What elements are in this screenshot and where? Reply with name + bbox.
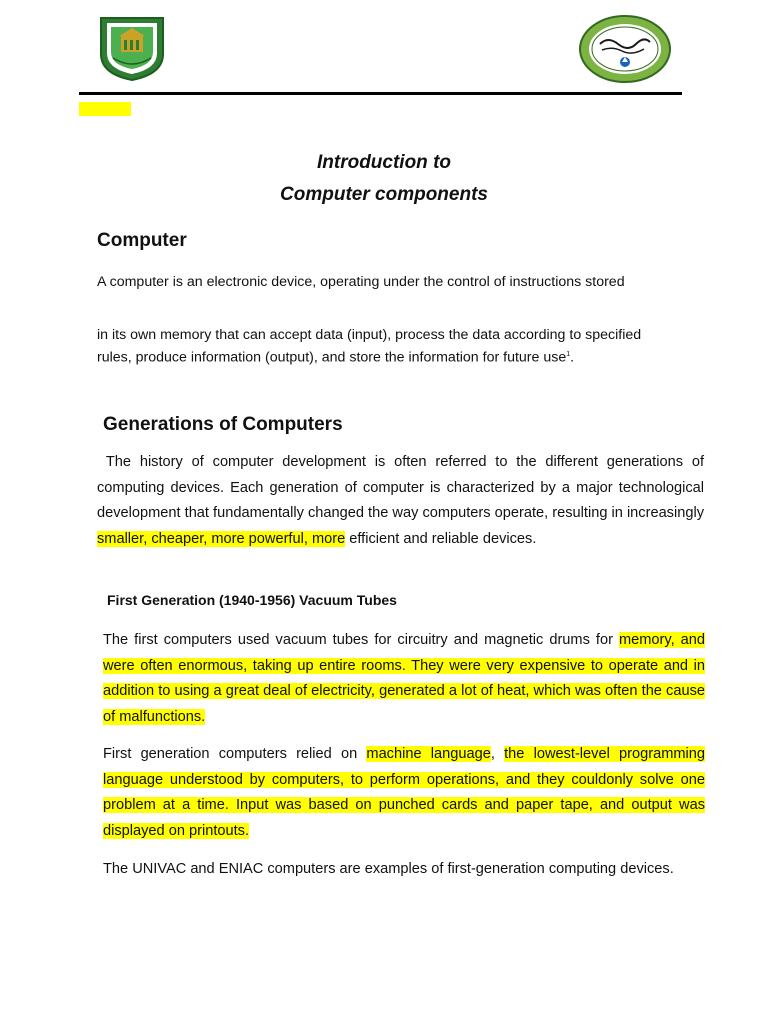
generations-heading: Generations of Computers	[103, 414, 343, 435]
header-rule	[79, 92, 682, 95]
first-generation-para-2: First generation computers relied on machine language, the lowest-level programming language understood by computers, to perform operations, and they couldonly solve one problem at a time. Input was based on punched cards and paper tape, and output was displayed on printouts.	[103, 746, 705, 840]
highlighted-text: the lowest-level programming language understood by computers, to perform operations, and they couldonly solve one problem at a time. Input was based on punched cards and paper tape, and output was displayed on printouts.	[103, 746, 705, 840]
title-line-1: Introduction to	[316, 152, 452, 173]
university-seal-icon	[93, 14, 171, 82]
computer-definition: A computer is an electronic device, operating under the control of instructions stored	[97, 274, 625, 290]
highlighted-text: memory, and were often enormous, taking up entire rooms. They were very expensive to operate and in addition to using a great deal of electricity, generated a lot of heat, which was often the cause of malfunctions.	[103, 632, 705, 726]
computer-definition-continued: in its own memory that can accept data (input), process the data according to specified rules, produce information (output), and store the information for future use$^1$.	[97, 327, 642, 366]
college-seal-icon	[578, 14, 672, 84]
highlighted-text: machine language	[366, 746, 491, 762]
first-generation-heading: First Generation (1940-1956) Vacuum Tubes	[107, 592, 397, 608]
computer-heading: Computer	[97, 230, 187, 251]
footnote-marker: 1	[566, 351, 571, 358]
title-line-2: Computer components	[280, 184, 488, 205]
first-generation-para-3: The UNIVAC and ENIAC computers are examples of first-generation computing devices.	[103, 861, 674, 877]
first-generation-para-1: The first computers used vacuum tubes for circuitry and magnetic drums for memory, and were often enormous, taking up entire rooms. They were very expensive to operate and in addition to using a great deal of electricity, generated a lot of heat, which was often the cause of malfunctions.	[103, 632, 705, 726]
highlight-mark	[79, 102, 131, 116]
generations-intro: The history of computer development is often referred to the different generations of computing devices. Each generation of computer is characterized by a major technological development that fundamentally changed the way computers operate, resulting in increasingly smaller, cheaper, more powerful, more efficient and reliable devices.	[97, 454, 704, 548]
highlighted-text: smaller, cheaper, more powerful, more	[97, 531, 346, 548]
